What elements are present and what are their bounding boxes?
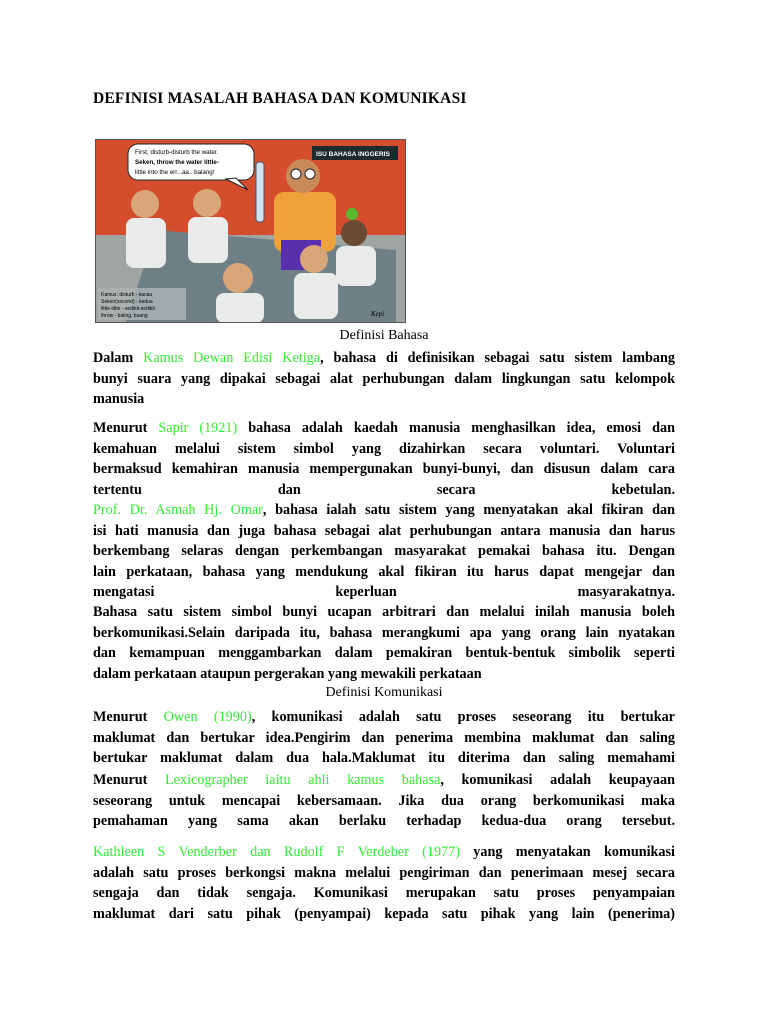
paragraph-asmah-omar: [93, 500, 675, 603]
text-line: isi hati manusia dan juga bahasa sebagai alat perhubungan antara manusia dan harus: [93, 522, 675, 539]
text-line: Dalam Kamus Dewan Edisi Ketiga, bahasa di definisikan sebagai satu sistem lambang: [93, 350, 675, 366]
highlight-source: Prof. Dr. Asmah Hj. Omar: [93, 502, 263, 518]
text-line: dalam perkataan ataupun pergerakan yang mewakili perkataan: [93, 665, 482, 682]
text-line: bermaksud kemahiran manusia mempergunakan bunyi-bunyi, dan disusun dalam cara: [93, 461, 675, 477]
glossary-line-2: Seken(second) - kedua: [101, 299, 153, 305]
text-line: Menurut Owen (1990), komunikasi adalah satu proses seseorang itu bertukar: [93, 709, 675, 725]
text-line: Menurut Sapir (1921) bahasa adalah kaedah manusia menghasilkan idea, emosi dan: [93, 420, 675, 436]
paragraph-sapir: [93, 418, 675, 500]
highlight-source: Kathleen S Venderber dan Rudolf F Verdeber (1977): [93, 844, 460, 860]
speech-line-2: Seken, throw the water little-: [135, 159, 219, 166]
text-line: Kathleen S Venderber dan Rudolf F Verdeber (1977) yang menyatakan komunikasi: [93, 844, 675, 860]
text-line: Bahasa satu sistem simbol bunyi ucapan arbitrari dan melalui inilah manusia boleh: [93, 604, 675, 620]
text-line: Menurut Lexicographer iaitu ahli kamus bahasa, komunikasi adalah keupayaan: [93, 772, 675, 788]
glossary-line-4: throw - baling, buang: [101, 313, 148, 319]
paragraph-simbol-bunyi: [93, 602, 675, 684]
text-line: tertentu dan secara kebetulan.: [93, 481, 675, 498]
caption-definisi-bahasa: Definisi Bahasa: [339, 328, 429, 343]
text-line: sengaja dan tidak sengaja. Komunikasi merupakan satu proses penyampaian: [93, 885, 675, 901]
speech-line-3: little into the err...aa.. balang!: [135, 169, 215, 176]
paragraph-verdeber: [93, 842, 675, 924]
sign-text: ISU BAHASA INGGERIS: [316, 151, 390, 158]
highlight-source: Lexicographer iaitu ahli kamus bahasa: [165, 772, 441, 788]
document-title: DEFINISI MASALAH BAHASA DAN KOMUNIKASI: [93, 90, 467, 107]
text-line: maklumat dari satu pihak (penyampai) kepada satu pihak yang lain (penerima): [93, 905, 675, 922]
text-line: seseorang untuk mencapai kebersamaan. Jika dua orang berkomunikasi maka: [93, 792, 675, 809]
paragraph-lexicographer: [93, 770, 675, 832]
text-line: bunyi suara yang dipakai sebagai alat perhubungan dalam lingkungan satu kelompok: [93, 370, 675, 387]
glossary-line-1: Kamus: disturb - kacau: [101, 292, 153, 298]
text-line: mengatasi keperluan masyarakatnya.: [93, 584, 675, 600]
artist-signature: Kepi: [371, 310, 385, 318]
cartoon-illustration: [95, 139, 406, 323]
text-line: maklumat dan bertukar idea.Pengirim dan penerima membina maklumat dan saling: [93, 729, 675, 746]
text-line: berkomunikasi.Selain daripada itu, bahasa merangkumi apa yang orang lain nyatakan: [93, 624, 675, 641]
cartoon-drawing: [96, 140, 405, 322]
highlight-source: Sapir (1921): [158, 420, 238, 436]
paragraph-owen: [93, 707, 675, 769]
text-line: lain perkataan, bahasa yang mendukung akal fikiran itu harus dapat mengejar dan: [93, 563, 675, 580]
text-line: Prof. Dr. Asmah Hj. Omar, bahasa ialah satu sistem yang menyatakan akal fikiran dan: [93, 502, 675, 518]
speech-line-1: First, disturb-disturb the water.: [135, 149, 219, 156]
paragraph-kamus-dewan: [93, 348, 675, 410]
text-line: adalah satu proses berkongsi makna melalui pengiriman dan penerimaan mesej secara: [93, 864, 675, 881]
text-line: berkembang selaras dengan perkembangan masyarakat pemakai bahasa itu. Dengan: [93, 543, 675, 559]
highlight-source: Owen (1990): [163, 709, 252, 725]
highlight-source: Kamus Dewan Edisi Ketiga: [143, 350, 321, 366]
glossary-line-3: little-little - sedikit-sedikit: [101, 306, 155, 312]
text-line: bertukar maklumat dalam dua hala.Maklumat itu diterima dan saling memahami: [93, 750, 675, 766]
text-line: dan kemampuan menggambarkan dalam pemakiran bentuk-bentuk simbolik seperti: [93, 645, 675, 661]
caption-definisi-komunikasi: Definisi Komunikasi: [325, 685, 443, 700]
text-line: manusia: [93, 391, 145, 407]
text-line: kemahuan melalui sistem simbol yang dizahirkan secara voluntari. Voluntari: [93, 440, 675, 457]
text-line: pemahaman yang sama akan berlaku terhadap kedua-dua orang tersebut.: [93, 813, 675, 829]
